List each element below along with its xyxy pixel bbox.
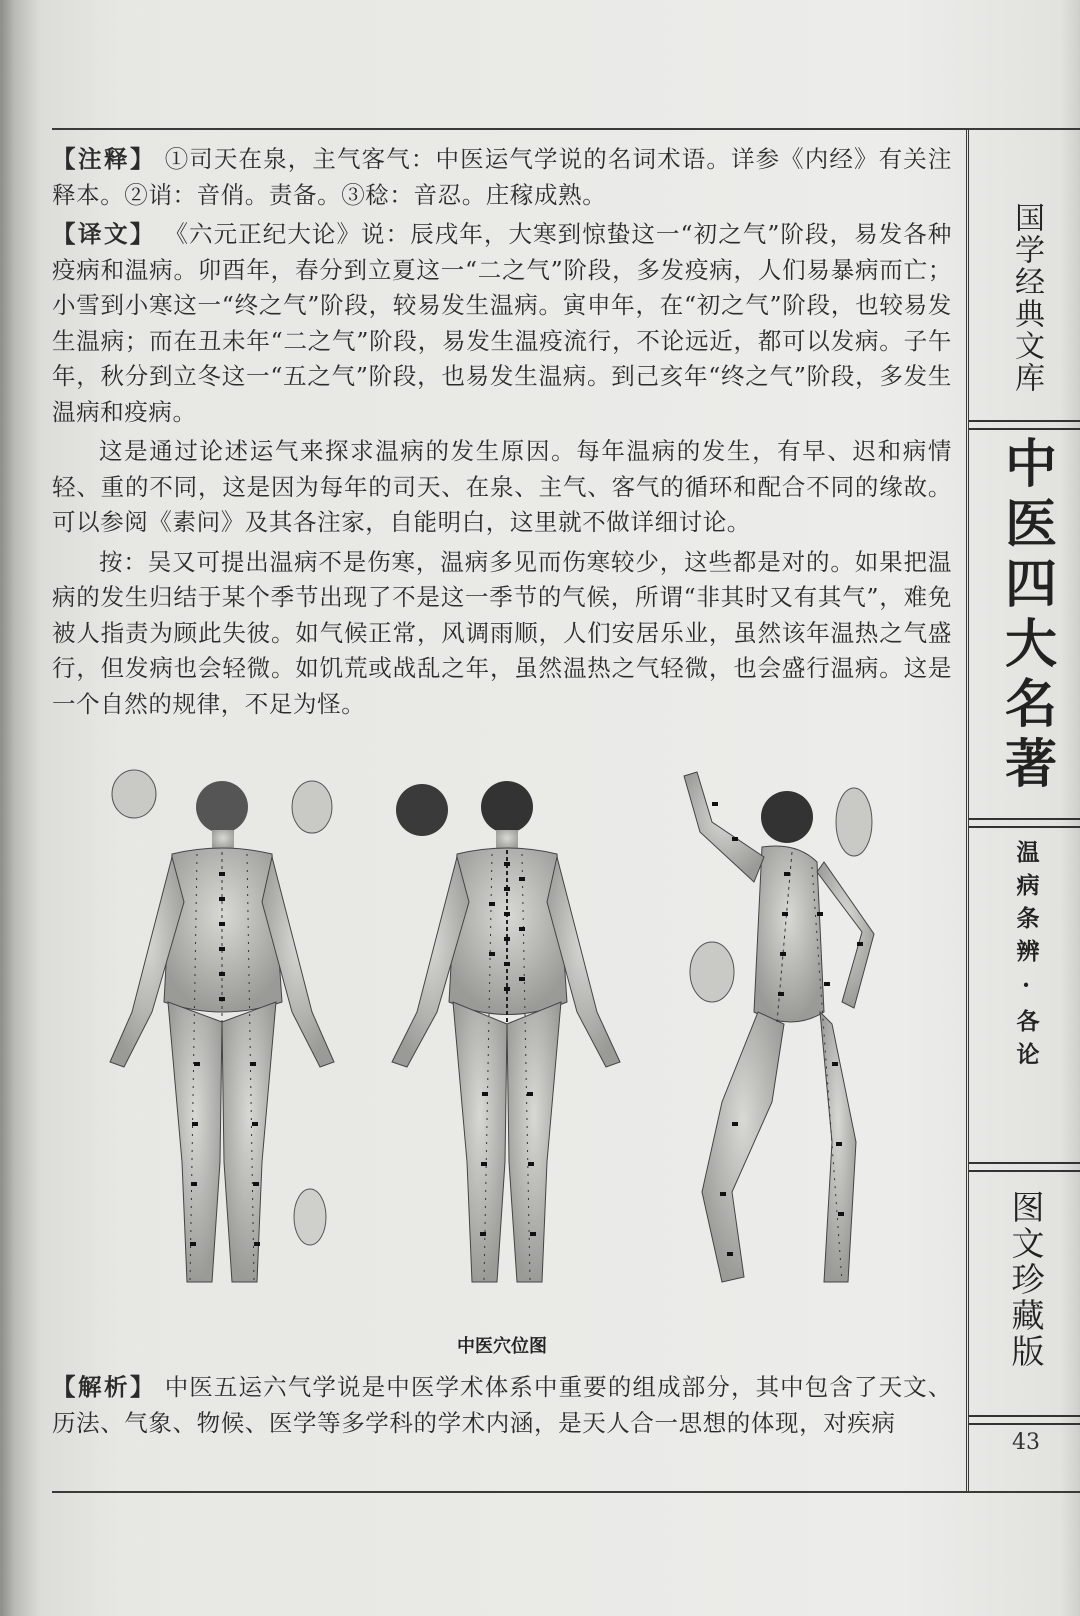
back-figure bbox=[392, 781, 620, 1282]
translation-tag: 【译文】 bbox=[52, 220, 156, 248]
analysis-paragraph bbox=[52, 1370, 952, 1441]
commentary-paragraph: 按：吴又可提出温病不是伤寒，温病多见而伤寒较少，这些都是对的。如果把温病的发生归结于某个季节出现了不是这一季节的气候，所谓“非其时又有其气”，难免被人指责为顾此失彼。如气候正常，风调雨顺，人们安居乐业，虽然该年温热之气盛行，但发病也会轻微。如饥荒或战乱之年，虽然温热之气轻微，也会盛行温病。这是一个自然的规律，不足为怪。 bbox=[52, 547, 952, 718]
series-title: 国学经典文库 bbox=[1009, 202, 1044, 394]
main-text-column bbox=[52, 142, 952, 1487]
note-paragraph bbox=[52, 142, 952, 213]
banner-divider bbox=[969, 1415, 1080, 1425]
banner-divider bbox=[969, 818, 1080, 828]
banner-divider bbox=[969, 420, 1080, 430]
foot-inset bbox=[294, 1189, 326, 1245]
banner-divider bbox=[969, 1162, 1080, 1172]
edition-label: 图文珍藏版 bbox=[1006, 1190, 1046, 1370]
note-tag: 【注释】 bbox=[52, 145, 157, 173]
translation-paragraph bbox=[52, 217, 952, 430]
top-rule bbox=[52, 128, 1080, 130]
bottom-rule bbox=[52, 1491, 1080, 1493]
analysis-tag: 【解析】 bbox=[52, 1373, 157, 1401]
face-inset-mouth bbox=[292, 781, 332, 833]
head-inset-top bbox=[396, 784, 448, 836]
book-title: 中医四大名著 bbox=[995, 436, 1056, 796]
analysis-text: 中医五运六气学说是中医学术体系中重要的组成部分，其中包含了天文、历法、气象、物候、医学等多学科的学术内涵，是天人合一思想的体现，对疾病 bbox=[52, 1373, 953, 1437]
ear-inset bbox=[836, 788, 872, 856]
figure-caption: 中医穴位图 bbox=[457, 1336, 547, 1357]
book-page bbox=[46, 118, 1080, 1498]
page-number: 43 bbox=[1012, 1430, 1040, 1455]
translation-text: 《六元正纪大论》说：辰戌年，大寒到惊蛰这一“初之气”阶段，易发各种疫病和温病。卯酉年，春分到立夏这一“二之气”阶段，多发疫病，人们易暴病而亡；小雪到小寒这一“终之气”阶段，较易发生温病。寅申年，在“初之气”阶段，也较易发生温病；而在丑未年“二之气”阶段，易发生温疫流行，不论远近，都可以发病。子午年，秋分到立冬这一“五之气”阶段，也易发生温病。到己亥年“终之气”阶段，多发生温病和疫病。 bbox=[52, 220, 952, 426]
discussion-paragraph: 这是通过论述运气来探求温病的发生原因。每年温病的发生，有早、迟和病情轻、重的不同，这是因为每年的司天、在泉、主气、客气的循环和配合不同的缘故。可以参阅《素问》及其各注家，自能明白，这里就不做详细讨论。 bbox=[52, 437, 952, 536]
side-banner bbox=[966, 130, 1080, 1491]
note-text: ①司天在泉，主气客气：中医运气学说的名词术语。详参《内经》有关注释本。②诮：音俏。责备。③稔：音忍。庄稼成熟。 bbox=[52, 145, 953, 209]
profile-inset bbox=[690, 942, 734, 1002]
acupuncture-figure bbox=[72, 762, 952, 1322]
volume-title: 温病条辨·各论 bbox=[1012, 840, 1040, 1075]
face-inset-front bbox=[112, 770, 156, 818]
acupoint-illustration bbox=[72, 762, 952, 1322]
analysis-block bbox=[52, 1370, 952, 1441]
